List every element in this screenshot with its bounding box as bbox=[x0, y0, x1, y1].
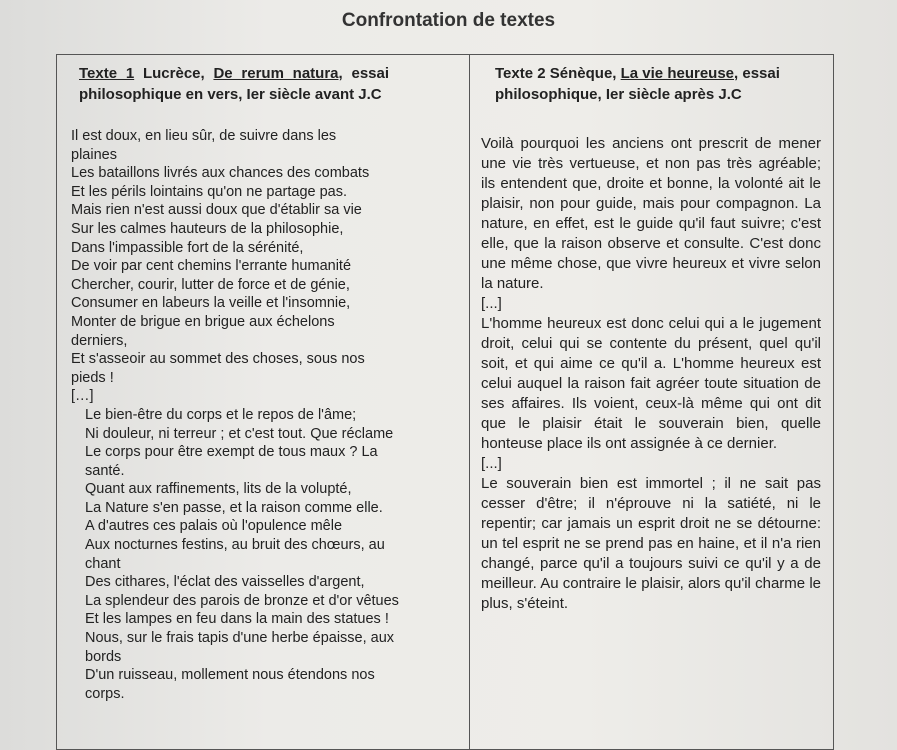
poem-line: Dans l'impassible fort de la sérénité, bbox=[71, 239, 304, 256]
poem-line: Le bien-être du corps et le repos de l'âme; bbox=[85, 406, 357, 423]
poem-line: La Nature s'en passe, et la raison comme elle. bbox=[85, 499, 383, 516]
poem-line: D'un ruisseau, mollement nous étendons nos bbox=[85, 667, 375, 684]
poem-line: Nous, sur le frais tapis d'une herbe épaisse, aux bbox=[85, 630, 395, 647]
poem-line: bords bbox=[85, 648, 122, 665]
text-1-heading bbox=[71, 63, 389, 105]
text-2-heading bbox=[479, 63, 785, 105]
text-2-prose bbox=[481, 134, 821, 614]
text-2-label: Texte 2 bbox=[495, 65, 546, 82]
text-2-ellipsis-1: [...] bbox=[481, 295, 502, 312]
text-2-subtitle: essai philosophique, Ier siècle après J.C bbox=[495, 65, 780, 103]
text-1-author: Lucrèce, bbox=[142, 65, 205, 82]
text-2-ellipsis-2: [...] bbox=[481, 455, 502, 472]
poem-line: De voir par cent chemins l'errante humanité bbox=[71, 258, 352, 275]
text-2-work: La vie heureuse, bbox=[620, 65, 739, 82]
poem-line: Le corps pour être exempt de tous maux ? La bbox=[85, 444, 378, 461]
poem-line: chant bbox=[85, 555, 121, 572]
text-2-paragraph-3: Le souverain bien est immortel ; il ne sait pas cesser d'être; il n'éprouve ni la satiété, ni le repentir; car jamais un esprit droit ne se détourne: un tel esprit ne se prend pas en haine, et il n'a rien changé, parce qu'il a toujours suivi ce qu'il y a de meilleur. Au contraire le plaisir, alors qu'il charme le plus, s'éteint. bbox=[481, 475, 821, 612]
poem-line: Consumer en labeurs la veille et l'insomnie, bbox=[71, 295, 351, 312]
comparison-table bbox=[56, 54, 834, 750]
poem-line: […] bbox=[71, 388, 94, 405]
poem-line: Et les périls lointains qu'on ne partage pas. bbox=[71, 183, 348, 200]
text-1-poem bbox=[71, 127, 461, 703]
poem-line: plaines bbox=[71, 146, 117, 163]
poem-line: Sur les calmes hauteurs de la philosophie, bbox=[71, 220, 344, 237]
poem-line: derniers, bbox=[71, 332, 128, 349]
text-2-paragraph-2: L'homme heureux est donc celui qui a le jugement droit, celui qui se contente du présent, quel qu'il soit, et qui aime ce qu'il a. L'homme heureux est celui auquel la raison fait agréer toute situation de ses affaires. Ils voient, ceux-là même qui ont dit que le plaisir était le souverain bien, quelle honteuse place ils ont assignée à ce dernier. bbox=[481, 315, 821, 452]
text-2-paragraph-1: Voilà pourquoi les anciens ont prescrit de mener une vie très vertueuse, et non pas très agréable; ils entendent que, droite et bonne, la volonté ait le plaisir, non pour guide, mais pour compagnon. La nature, en effet, est le guide qu'il faut suivre; c'est elle, que la raison observe et consulte. C'est donc une même chose, que vivre heureux et vivre selon la nature. bbox=[481, 135, 821, 292]
poem-line: La splendeur des parois de bronze et d'or vêtues bbox=[85, 592, 399, 609]
poem-line: Aux nocturnes festins, au bruit des chœurs, au bbox=[85, 537, 385, 554]
poem-line: Et s'asseoir au sommet des choses, sous nos bbox=[71, 351, 365, 368]
text-1-work: De rerum natura, bbox=[213, 65, 343, 82]
text-2-author: Sénèque, bbox=[549, 65, 617, 82]
text-1-column bbox=[71, 55, 461, 703]
poem-line: A d'autres ces palais où l'opulence mêle bbox=[85, 518, 343, 535]
text-2-column bbox=[479, 55, 821, 614]
poem-line: Chercher, courir, lutter de force et de génie, bbox=[71, 276, 350, 293]
poem-line: pieds ! bbox=[71, 369, 114, 386]
page-title: Confrontation de textes bbox=[341, 10, 556, 31]
poem-line: santé. bbox=[85, 462, 125, 479]
poem-line: Quant aux raffinements, lits de la volupté, bbox=[85, 481, 352, 498]
poem-line: Mais rien n'est aussi doux que d'établir sa vie bbox=[71, 202, 362, 219]
poem-line: corps. bbox=[85, 685, 125, 702]
text-1-subtitle: essai philosophique en vers, Ier siècle avant J.C bbox=[79, 65, 390, 103]
poem-line: Il est doux, en lieu sûr, de suivre dans les bbox=[71, 128, 337, 144]
poem-line: Et les lampes en feu dans la main des statues ! bbox=[85, 611, 389, 628]
poem-line: Des cithares, l'éclat des vaisselles d'argent, bbox=[85, 574, 365, 591]
poem-line: Les bataillons livrés aux chances des combats bbox=[71, 165, 370, 182]
text-1-label: Texte 1 bbox=[79, 65, 135, 82]
poem-line: Ni douleur, ni terreur ; et c'est tout. Que réclame bbox=[85, 425, 394, 442]
column-divider bbox=[469, 55, 470, 749]
poem-line: Monter de brigue en brigue aux échelons bbox=[71, 313, 335, 330]
